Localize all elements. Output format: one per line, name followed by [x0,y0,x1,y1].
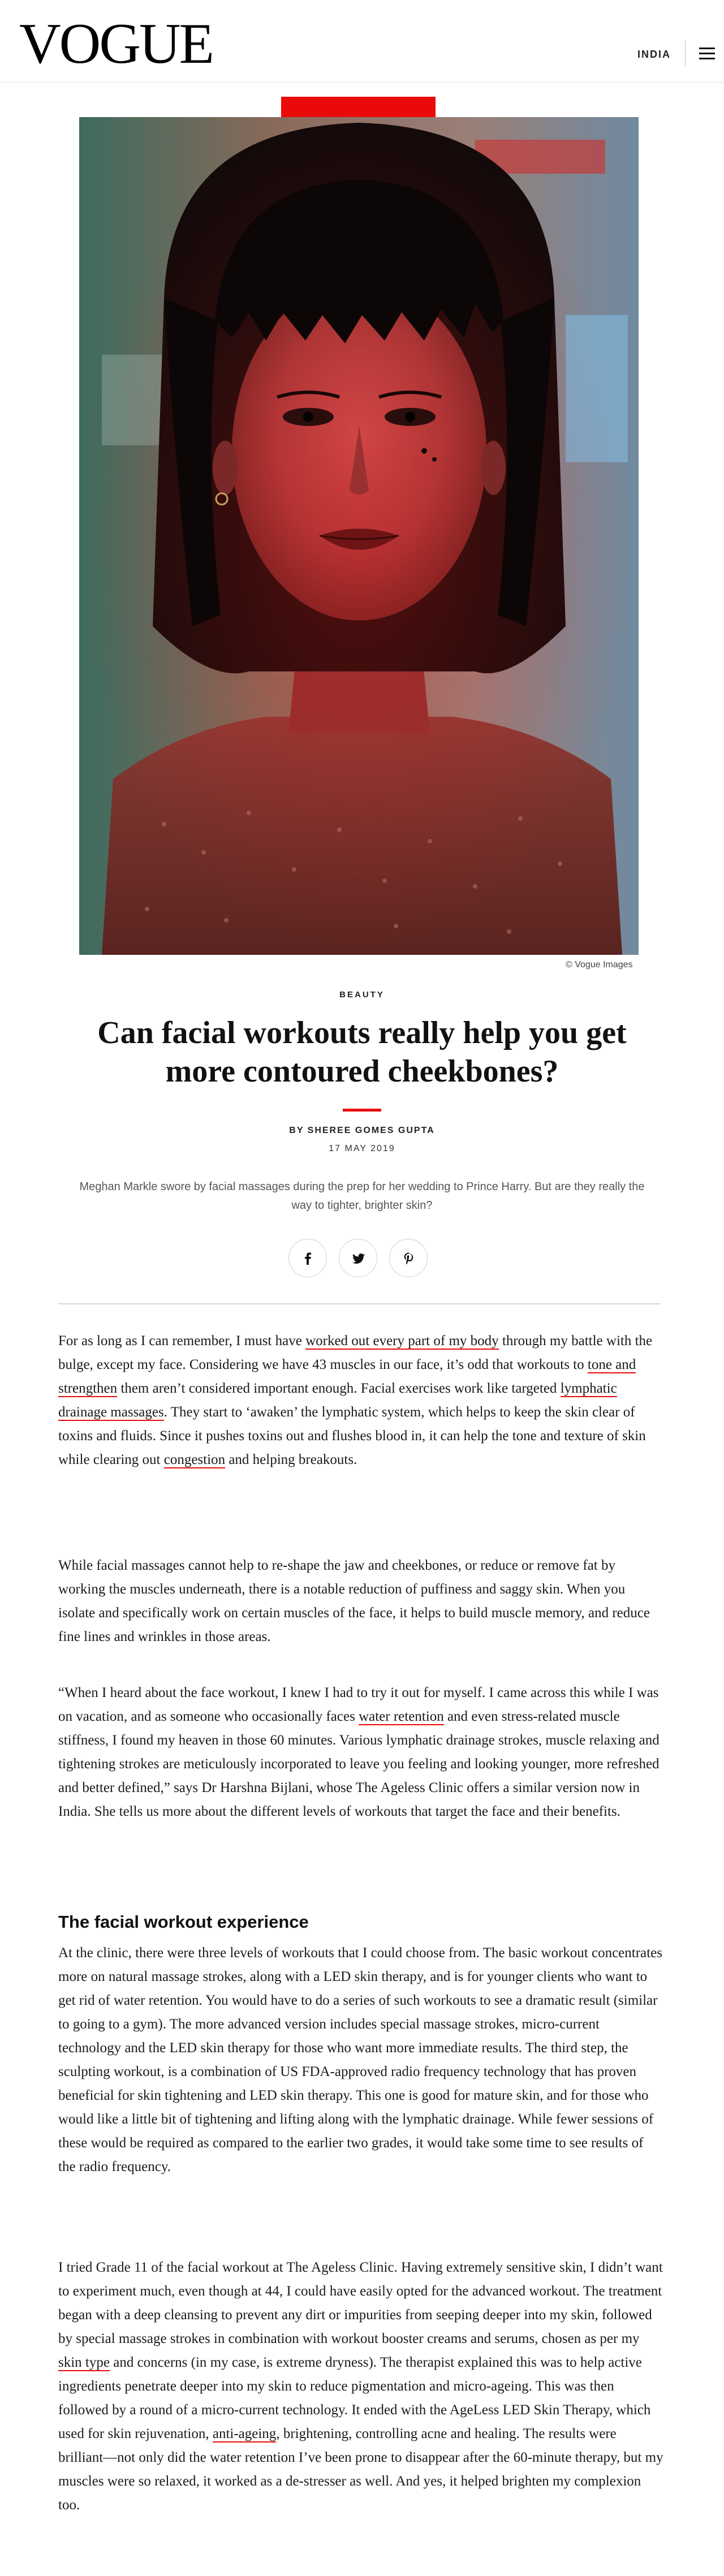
paragraph-text: and concerns (in my case, is extreme dryness). The therapist explained this was to help active ingredients penetrate deeper into my skin to reduce pigmentation and micro-ageing. This was then followed by a round of a micro-current technology. It ended with the AgeLess LED Skin Therapy, which used for skin rejuvenation, [58,2355,651,2441]
article-title: Can facial workouts really help you get more contoured cheekbones? [97,1015,627,1089]
menu-bar [699,48,715,49]
article-paragraph [58,1681,663,1824]
vogue-logo[interactable]: VOGUE [19,12,213,76]
pinterest-share-button[interactable] [389,1239,428,1277]
hero-image [79,117,639,955]
twitter-share-button[interactable] [339,1239,377,1277]
menu-bar [699,58,715,59]
inline-link[interactable]: worked out every part of my body [305,1333,499,1349]
menu-bar [699,53,715,54]
header-divider [685,41,686,67]
paragraph-text: For as long as I can remember, I must have [58,1333,306,1349]
inline-link[interactable]: water retention [359,1709,444,1724]
edition-label[interactable]: INDIA [637,49,671,60]
image-credit: © Vogue Images [566,960,633,970]
pinterest-icon [402,1252,416,1265]
twitter-icon [352,1252,365,1265]
category-label[interactable]: BEAUTY [339,990,385,1000]
inline-link[interactable]: anti-ageing [212,2426,277,2441]
inline-link[interactable]: skin type [58,2355,110,2370]
site-header [0,0,724,83]
section-heading: The facial workout experience [58,1912,309,1932]
hamburger-menu-icon[interactable] [699,48,715,60]
article-paragraph [58,2256,663,2517]
facebook-icon [301,1252,315,1265]
inline-link[interactable]: lymphatic drainage massages [58,1381,617,1420]
byline[interactable]: BY SHEREE GOMES GUPTA [289,1126,435,1135]
paragraph-text: . They start to ‘awaken’ the lymphatic system, which helps to keep the skin clear of toxins and fluids. Since it pushes toxins out and flushes blood in, it can help the tone and texture of skin while clearing out [58,1405,646,1467]
paragraph-text: “When I heard about the face workout, I knew I had to try it out for myself. I came across this while I was on vacation, and as someone who occasionally faces [58,1685,659,1724]
paragraph-text: through my battle with the bulge, except my face. Considering we have 43 muscles in our face, it’s odd that workouts to [58,1333,653,1372]
facebook-share-button[interactable] [288,1239,327,1277]
inline-link[interactable]: congestion [163,1452,226,1467]
article-paragraph: While facial massages cannot help to re-shape the jaw and cheekbones, or reduce or remove fat by working the muscles underneath, there is a notable reduction of puffiness and saggy skin. When you isolate and specifically work on certain muscles of the face, it helps to build muscle memory, and reduce fine lines and wrinkles in those areas. [58,1558,650,1644]
inline-link[interactable]: tone and strengthen [58,1357,636,1396]
article-paragraph [58,1329,663,1472]
paragraph-text: and helping breakouts. [225,1452,357,1467]
publish-date: 17 MAY 2019 [329,1144,395,1153]
article-paragraph: At the clinic, there were three levels of workouts that I could choose from. The basic workout concentrates more on natural massage strokes, along with a LED skin therapy, and is for younger clients who want to get rid of water retention. You would have to do a series of such workouts to see a dramatic result (similar to going to a gym). The more advanced version includes special massage strokes, micro-current technology and the LED skin therapy for those who want more immediate results. The third step, the sculpting workout, is a combination of US FDA-approved radio frequency technology that has proven beneficial for skin tightening and LED skin therapy. This one is good for mature skin, and for those who would like a little bit of tightening and lifting along with the lymphatic drainage. While fewer sessions of these would be required as compared to the earlier two grades, it would take some time to see results of the radio frequency. [58,1945,662,2174]
paragraph-text: and even stress-related muscle stiffness, I found my heaven in those 60 minutes. Various lymphatic drainage strokes, muscle relaxing and tightening strokes are meticulously incorporated to leave you feeling and looking younger, more refreshed and better defined,” says Dr Harshna Bijlani, whose The Ageless Clinic offers a similar version now in India. She tells us more about the different levels of workouts that target the face and their benefits. [58,1709,660,1819]
hero-portrait-illustration [79,117,639,955]
title-accent-rule [343,1109,381,1112]
article-dek: Meghan Markle swore by facial massages during the prep for her wedding to Prince Harry. But are they really the way to tighter, brighter skin? [79,1181,645,1212]
article-divider [58,1303,661,1304]
paragraph-text: them aren’t considered important enough. Facial exercises work like targeted [117,1381,561,1396]
paragraph-text: , brightening, controlling acne and healing. The results were brilliant—not only did the water retention I’ve been prone to disappear after the 60-minute therapy, but my muscles were so relaxed, it worked as a de-stresser as well. And yes, it helped brighten my complexion too. [58,2426,663,2513]
paragraph-text: I tried Grade 11 of the facial workout at The Ageless Clinic. Having extremely sensitive skin, I didn’t want to experiment much, even though at 44, I could have easily opted for the advanced workout. The treatment began with a deep cleansing to prevent any dirt or impurities from seeping deeper into my skin, followed by special massage strokes in combination with workout booster creams and serums, chosen as per my [58,2260,663,2346]
